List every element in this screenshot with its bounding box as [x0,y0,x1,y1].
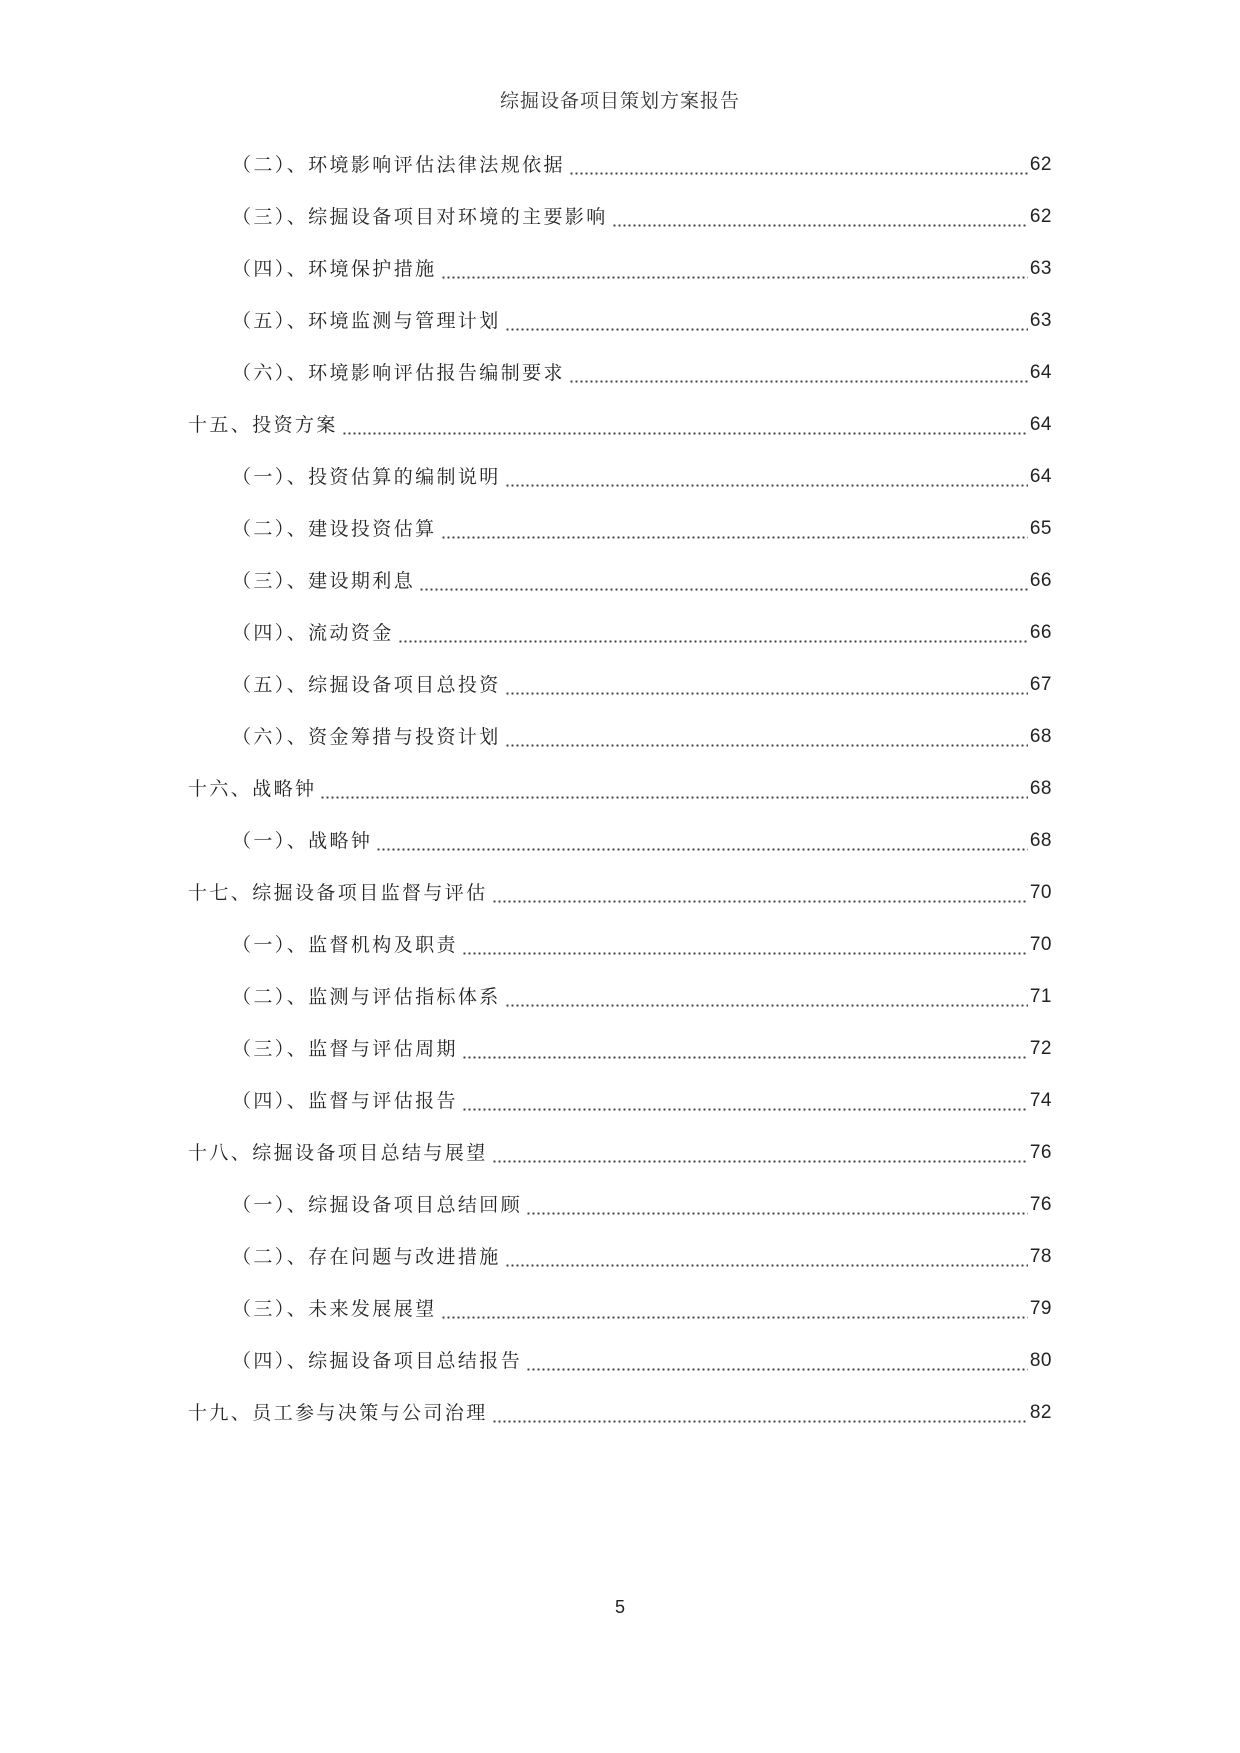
toc-entry-label: （三）、综掘设备项目对环境的主要影响 [232,206,608,228]
toc-dot-leader [492,1398,1028,1428]
toc-dot-leader [612,202,1028,232]
toc-dot-leader [569,150,1028,180]
toc-entry-label: 十八、综掘设备项目总结与展望 [188,1142,488,1164]
toc-dot-leader [505,670,1028,700]
toc-entry[interactable] [232,514,1052,544]
toc-dot-leader [462,930,1028,960]
toc-dot-leader [376,826,1028,856]
toc-entry-page-number: 63 [1029,310,1052,331]
toc-entry-label: （二）、环境影响评估法律法规依据 [232,154,565,176]
toc-entry-label: （二）、监测与评估指标体系 [232,986,501,1008]
toc-entry-page-number: 63 [1029,258,1052,279]
toc-entry-label: （四）、流动资金 [232,622,394,644]
toc-entry-page-number: 76 [1029,1142,1052,1163]
toc-entry-page-number: 82 [1029,1402,1052,1423]
toc-entry[interactable] [188,1398,1052,1428]
toc-dot-leader [505,306,1028,336]
toc-entry[interactable] [232,1190,1052,1220]
toc-dot-leader [441,254,1028,284]
toc-entry[interactable] [232,202,1052,232]
toc-entry-page-number: 64 [1029,466,1052,487]
toc-entry-label: （一）、综掘设备项目总结回顾 [232,1194,523,1216]
toc-entry[interactable] [232,618,1052,648]
toc-entry-label: （六）、资金筹措与投资计划 [232,726,501,748]
toc-dot-leader [492,878,1028,908]
toc-entry[interactable] [232,254,1052,284]
toc-entry-page-number: 62 [1029,154,1052,175]
toc-entry[interactable] [232,306,1052,336]
toc-entry[interactable] [232,930,1052,960]
page-number: 5 [614,1597,625,1617]
toc-dot-leader [441,514,1028,544]
toc-entry-label: （五）、环境监测与管理计划 [232,310,501,332]
toc-entry-page-number: 71 [1029,986,1052,1007]
toc-entry-label: （五）、综掘设备项目总投资 [232,674,501,696]
toc-dot-leader [505,462,1028,492]
toc-entry[interactable] [232,1346,1052,1376]
toc-entry[interactable] [232,462,1052,492]
toc-dot-leader [526,1190,1028,1220]
toc-entry[interactable] [232,670,1052,700]
toc-entry-page-number: 78 [1029,1246,1052,1267]
toc-entry-label: （一）、投资估算的编制说明 [232,466,501,488]
toc-entry-page-number: 70 [1029,934,1052,955]
toc-entry[interactable] [232,1294,1052,1324]
toc-entry[interactable] [188,774,1052,804]
toc-entry[interactable] [232,1034,1052,1064]
toc-entry-page-number: 70 [1029,882,1052,903]
toc-entry-label: 十六、战略钟 [188,778,317,800]
toc-entry[interactable] [188,410,1052,440]
toc-dot-leader [505,1242,1028,1272]
toc-entry-page-number: 74 [1029,1090,1052,1111]
toc-dot-leader [441,1294,1028,1324]
toc-entry-label: （二）、存在问题与改进措施 [232,1246,501,1268]
toc-entry-page-number: 62 [1029,206,1052,227]
toc-dot-leader [462,1034,1028,1064]
toc-entry[interactable] [232,1086,1052,1116]
toc-entry-label: （四）、综掘设备项目总结报告 [232,1350,523,1372]
toc-entry[interactable] [232,826,1052,856]
toc-entry[interactable] [232,982,1052,1012]
toc-entry-page-number: 66 [1029,570,1052,591]
toc-entry-page-number: 68 [1029,726,1052,747]
toc-entry-label: 十九、员工参与决策与公司治理 [188,1402,488,1424]
toc-entry-page-number: 64 [1029,362,1052,383]
toc-dot-leader [342,410,1028,440]
page-header-title: 综掘设备项目策划方案报告 [499,90,740,112]
toc-entry-page-number: 68 [1029,778,1052,799]
toc-entry-label: （六）、环境影响评估报告编制要求 [232,362,565,384]
toc-entry-page-number: 68 [1029,830,1052,851]
toc-entry[interactable] [188,1138,1052,1168]
toc-entry-label: （四）、监督与评估报告 [232,1090,458,1112]
toc-entry-page-number: 72 [1029,1038,1052,1059]
toc-entry-label: （一）、战略钟 [232,830,373,852]
toc-entry-label: 十五、投资方案 [188,414,338,436]
toc-dot-leader [320,774,1027,804]
toc-dot-leader [526,1346,1028,1376]
toc-entry-label: （三）、监督与评估周期 [232,1038,458,1060]
toc-entry-label: 十七、综掘设备项目监督与评估 [188,882,488,904]
toc-entry[interactable] [232,358,1052,388]
toc-entry-label: （三）、建设期利息 [232,570,416,592]
toc-entry[interactable] [232,1242,1052,1272]
toc-entry-label: （四）、环境保护措施 [232,258,437,280]
toc-entry-page-number: 80 [1029,1350,1052,1371]
toc-entry-page-number: 65 [1029,518,1052,539]
toc-dot-leader [569,358,1028,388]
toc-dot-leader [505,982,1028,1012]
toc-entry-page-number: 79 [1029,1298,1052,1319]
toc-dot-leader [419,566,1028,596]
toc-entry-label: （二）、建设投资估算 [232,518,437,540]
toc-dot-leader [398,618,1028,648]
toc-entry-label: （一）、监督机构及职责 [232,934,458,956]
toc-dot-leader [505,722,1028,752]
toc-entry[interactable] [232,566,1052,596]
toc-dot-leader [492,1138,1028,1168]
toc-entry-label: （三）、未来发展展望 [232,1298,437,1320]
toc-entry-page-number: 67 [1029,674,1052,695]
toc-entry[interactable] [232,722,1052,752]
toc-entry-page-number: 76 [1029,1194,1052,1215]
toc-dot-leader [462,1086,1028,1116]
toc-entry[interactable] [188,878,1052,908]
toc-entry-page-number: 66 [1029,622,1052,643]
toc-entry-page-number: 64 [1029,414,1052,435]
toc-entry[interactable] [232,150,1052,180]
